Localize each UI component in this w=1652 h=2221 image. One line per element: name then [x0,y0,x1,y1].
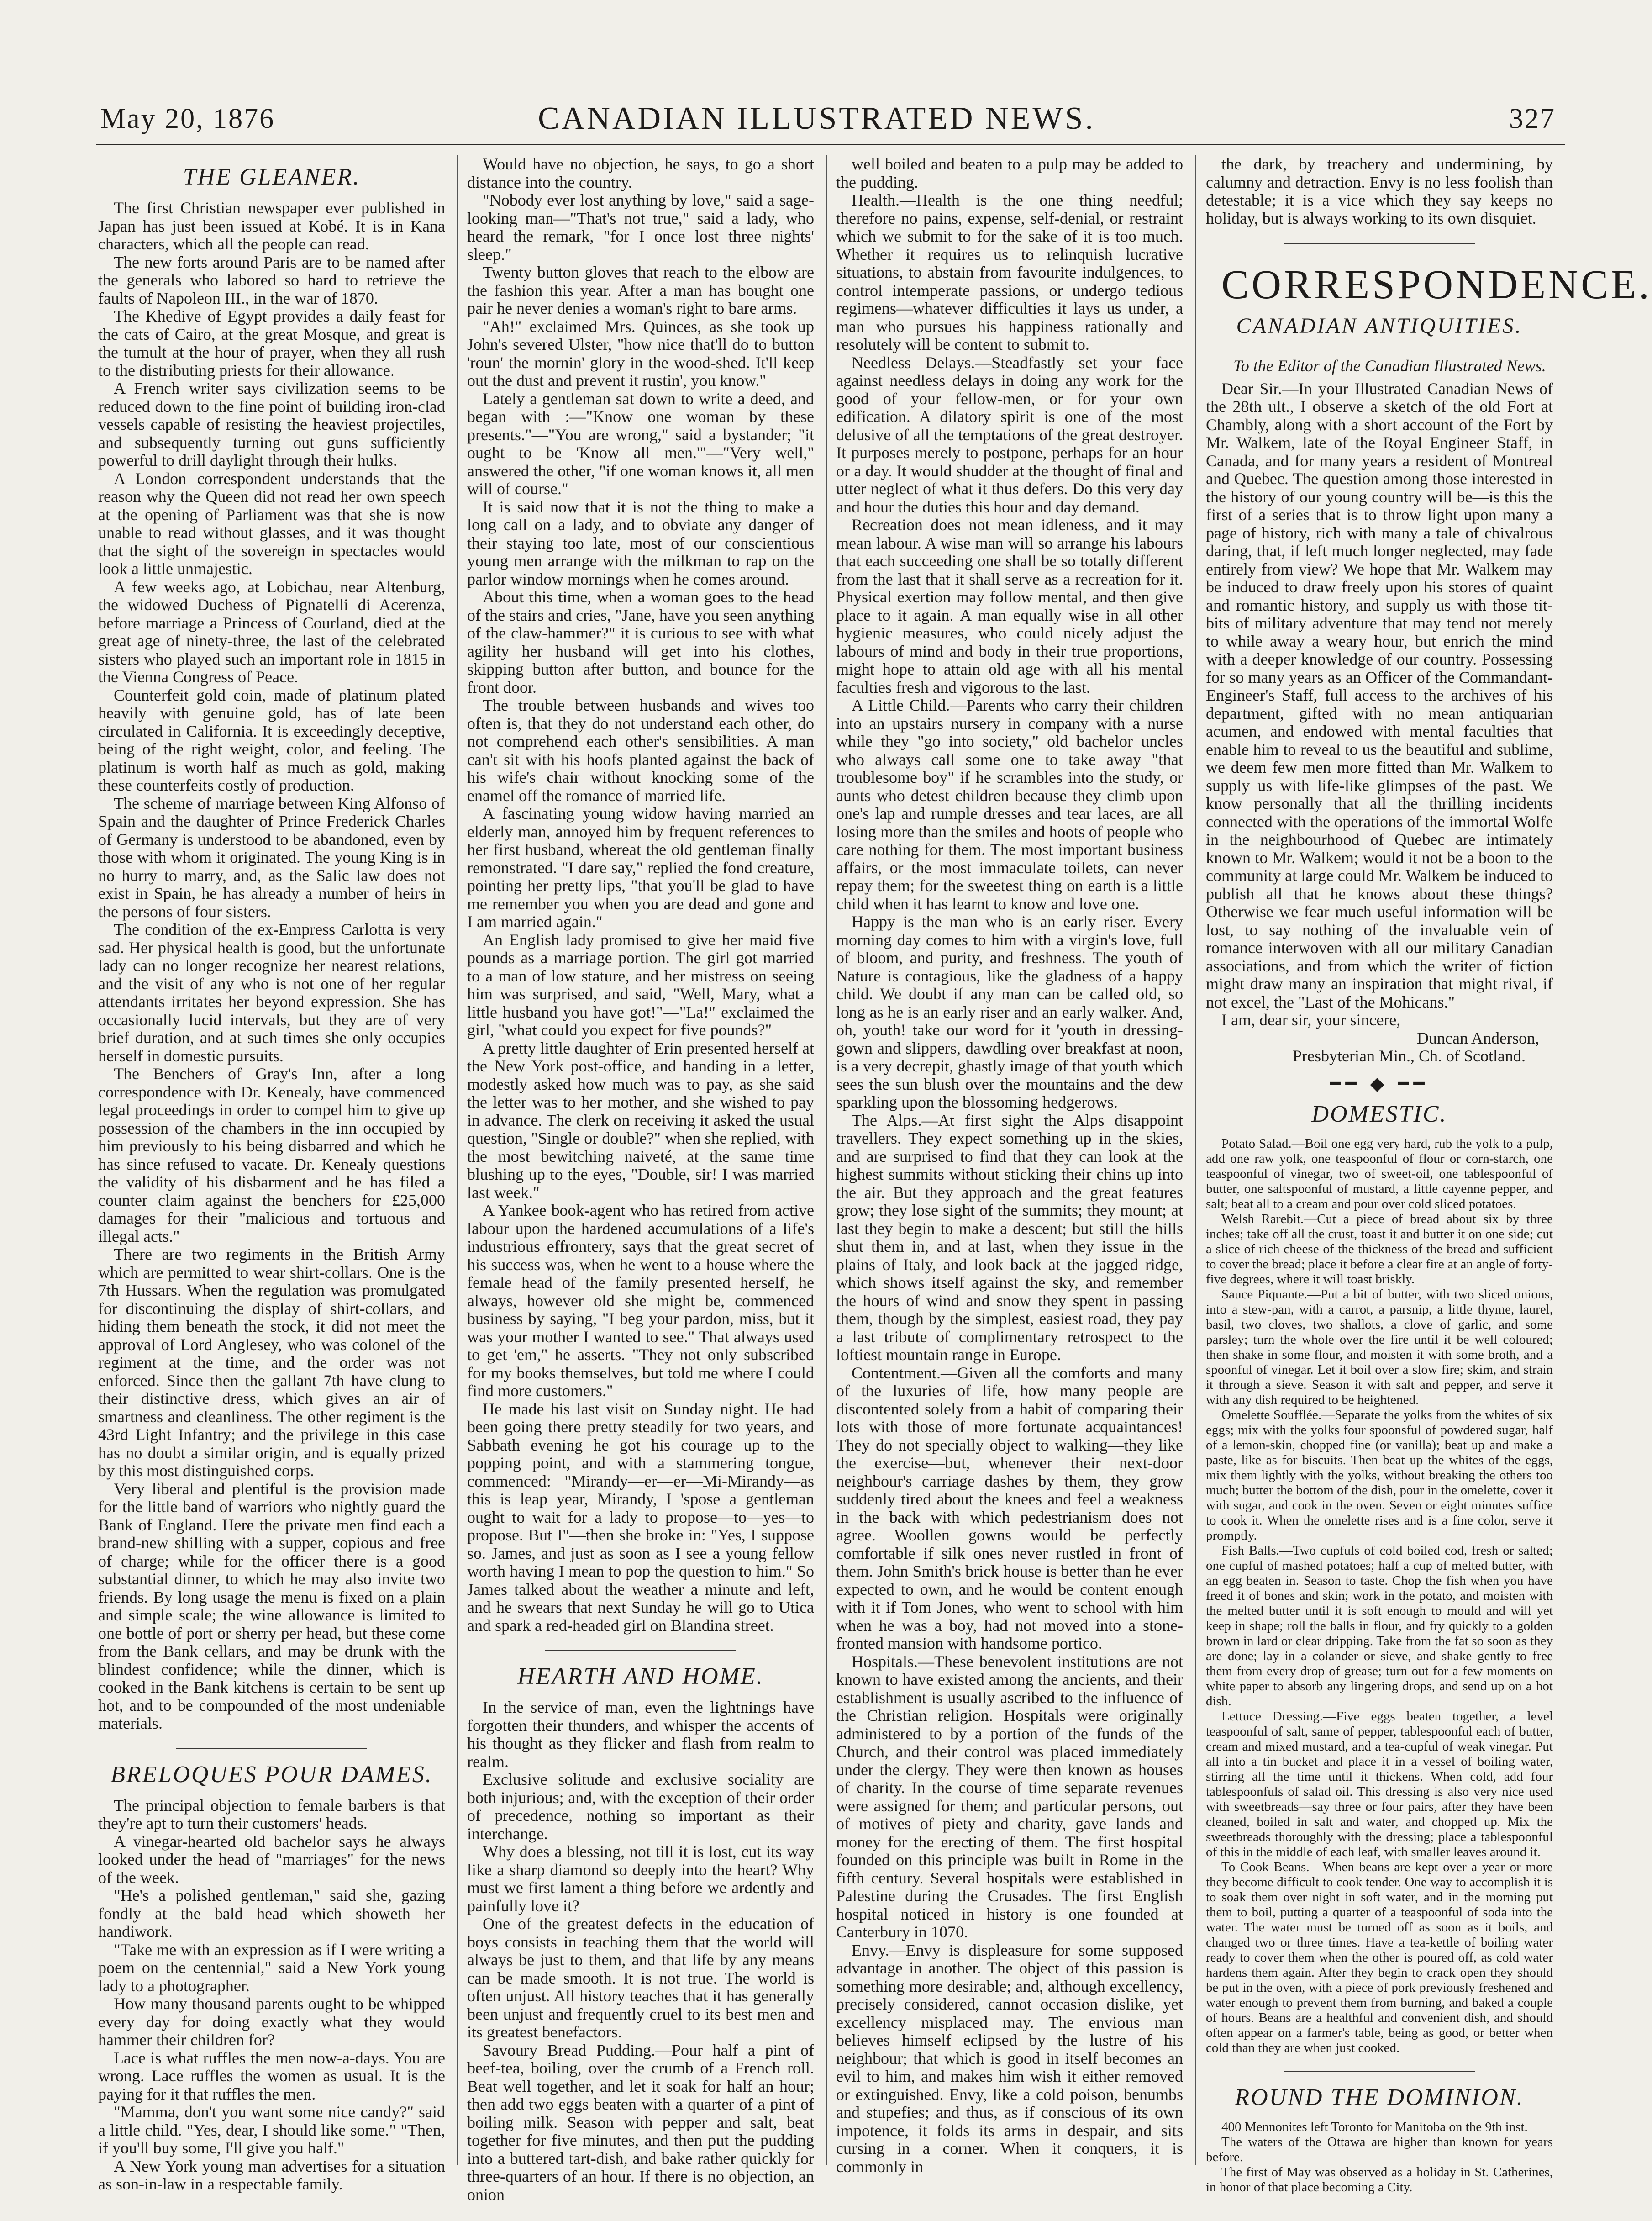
anecdote-paragraphs [467,155,814,1635]
paragraph: It is said now that it is not the thing to make a long call on a lady, and to obviate any danger of their staying too late, most of our conscientious young men arrange with the milkman to rap on the parlor window mornings when he comes around. [467,497,814,588]
paragraph: Counterfeit gold coin, made of platinum plated heavily with genuine gold, has of late been circulated in California. It is exceedingly deceptive, being of the right weight, color, and feeling. The platinum is worth half as much as gold, making these counterfeits costly of production. [98,686,445,794]
paragraph: The scheme of marriage between King Alfonso of Spain and the daughter of Prince Frederick Charles of Germany is understood to be abandoned, even by those with whom it originated. The young King is in no hurry to marry, and, as the Salic law does not exist in Spain, he has already a number of heirs in the persons of four sisters. [98,794,445,921]
section-rule [1284,243,1475,244]
column-divider [826,155,827,2165]
paragraph: The waters of the Ottawa are higher than known for years before. [1206,2135,1553,2164]
paragraph: "Ah!" exclaimed Mrs. Quinces, as she took up John's severed Ulster, "how nice that'll do to button 'roun' the mornin' glory in the wood-shed. It'll keep out the dust and prevent it rustin', you know." [467,317,814,390]
column-divider [1195,155,1196,2165]
letter-signature: Duncan Anderson, [1417,1029,1539,1047]
section-rule [545,1650,736,1651]
paragraph: Hospitals.—These benevolent institutions are not known to have existed among the ancients, and their establishment is usually ascribed to the influence of the Christian religion. Hospitals were originally administered to by a portion of the funds of the Church, and their control was placed immediately under the clergy. They were then known as houses of charity. In the course of time separate revenues were assigned for them; and particular persons, out of motives of piety and charity, gave lands and money for the erecting of them. The first hospital founded on this principle was built in Rome in the fifth century. Several hospitals were established in Palestine during the Crusades. The first English hospital noticed in history is one founded at Canterbury in 1070. [836,1652,1183,1941]
paragraph: Happy is the man who is an early riser. Every morning day comes to him with a virgin's love, full of bloom, and purity, and freshness. The youth of Nature is contagious, like the gladness of a happy child. We doubt if any man can be called old, so long as he is an early riser and an early walker. And, oh, youth! take our word for it 'youth in dressing-gown and slippers, dawdling over breakfast at noon, is a very decrepit, ghastly image of that youth which sees the sun blush over the mountains and the dew sparkling upon the blossoming hedgerows. [836,913,1183,1111]
paragraph: A French writer says civilization seems to be reduced down to the fine point of building iron-clad vessels capable of resisting the heaviest projectiles, and subsequently turning out guns sufficiently powerful to drill daylight through their hulks. [98,379,445,470]
paragraph: A Yankee book-agent who has retired from active labour upon the hardened accumulations of a life's industrious effrontery, says that the great secret of his success was, when he went to a house where the female head of the family presented herself, he always, however old she might be, commenced business by saying, "I beg your pardon, miss, but it was your mother I wanted to see." That always used to get 'em," he asserts. "They not only subscribed for my books themselves, but told me where I could find more customers." [467,1201,814,1400]
paragraph: About this time, when a woman goes to the head of the stairs and cries, "Jane, have you seen anything of the claw-hammer?" it is curious to see with what agility her husband will get into his clothes, skipping button after button, and bounce for the front door. [467,588,814,696]
paragraph: A pretty little daughter of Erin presented herself at the New York post-office, and handing in a letter, modestly asked how much was to pay, as she said the letter was to her mother, and she wished to pay in advance. The clerk on receiving it asked the usual question, "Single or double?" when she replied, with the most bewitching naiveté, at the same time blushing up to the eyes, "Double, sir! I was married last week." [467,1039,814,1202]
page-number: 327 [1509,103,1556,134]
paragraph: How many thousand parents ought to be whipped every day for doing exactly what they would hammer their children for? [98,1994,445,2049]
paragraph: The condition of the ex-Empress Carlotta is very sad. Her physical health is good, but the unfortunate lady can no longer recognize her nearest relations, and the visit of any who is not one of her regular attendants irritates her beyond expression. She has occasionally lucid intervals, but they are of very brief duration, and at such times she only occupies herself in domestic pursuits. [98,920,445,1065]
paragraph: A vinegar-hearted old bachelor says he always looked under the head of "marriages" for the news of the week. [98,1832,445,1887]
paragraph: He made his last visit on Sunday night. He had been going there pretty steadily for two years, and Sabbath evening he got his courage up to the popping point, and with a stammering tongue, commenced: "Mirandy—er—er—Mi-Mirandy—as this is leap year, Mirandy, I 'spose a gentleman ought to wait for a lady to propose—to—yes—to propose. But I"—then she broke in: "Yes, I suppose so. James, and just as soon as I see a young fellow worth having I mean to pop the question to him." So James talked about the weather a minute and left, and he swears that next Sunday he will go to Utica and spark a red-headed girl on Blandina street. [467,1399,814,1635]
section-heading-dominion: ROUND THE DOMINION. [1235,2084,1524,2110]
hearth-paragraphs [467,1699,814,2204]
section-heading-hearth: HEARTH AND HOME. [517,1663,764,1689]
paragraph: The trouble between husbands and wives too often is, that they do not understand each other, do not comprehend each other's sensibilities. A man can't sit with his hoofs planted against the back of his wife's chair without knocking some of the enamel off the romance of married life. [467,696,814,805]
column-4 [1206,155,1652,2195]
paragraph: "He's a polished gentleman," said she, gazing fondly at the bald head which showeth her handiwork. [98,1886,445,1941]
section-rule [176,1748,367,1749]
breloques-paragraphs [98,1797,445,2194]
letter-address: To the Editor of the Canadian Illustrated News. [1233,357,1546,375]
paragraph: Recreation does not mean idleness, and it may mean labour. A wise man will so arrange his labours that each succeeding one shall be so totally different from the last that it shall serve as a recreation for it. Physical exertion may follow mental, and then give place to it again. A man equally wise in all other hygienic measures, who could nicely adjust the labours of mind and body in their true proportions, might hope to attain old age with all his mental faculties fresh and vigorous to the last. [836,516,1183,696]
header-rule [96,144,1565,148]
paragraph: Sauce Piquante.—Put a bit of butter, with two sliced onions, into a stew-pan, with a carrot, a parsnip, a little thyme, laurel, basil, two cloves, two shallots, a clove of garlic, and some parsley; turn the whole over the fire until it be well coloured; then shake in some flour, and moisten it with some broth, and a spoonful of vinegar. Let it boil over a slow fire; skim, and strain it through a sieve. Season it with salt and pepper, and serve it with any dish required to be heightened. [1206,1287,1553,1407]
ornament-divider: ━━ ◆ ━━ [1330,1073,1429,1094]
paragraph: A Little Child.—Parents who carry their children into an upstairs nursery in company with a nurse while they "go into society," old bachelor uncles who always call some one to take away "that troublesome boy" if he scrambles into the study, or aunts who detest children because they climb upon one's lap and rumple dresses and tear laces, are all losing more than the smiles and hoots of people who care nothing for them. The most important business affairs, or the most immaculate toilets, can never repay them; for the sweetest thing on earth is a little child when it has learnt to know and love one. [836,696,1183,913]
essay-paragraphs [836,155,1183,2176]
page-header [68,98,1565,148]
paragraph: Exclusive solitude and exclusive sociality are both injurious; and, with the exception of their order of precedence, nothing so important as their interchange. [467,1770,814,1843]
section-heading-gleaner: THE GLEANER. [183,164,361,190]
paragraph: To Cook Beans.—When beans are kept over a year or more they become difficult to cook tender. One way to accomplish it is to soak them over night in soft water, and in the morning put them to boil, putting a quarter of a teaspoonful of soda into the water. The water must be turned off as soon as it boils, and changed two or three times. Have a tea-kettle of boiling water ready to cover them when the other is poured off, as cold water hardens them again. After they begin to crack open they should be put in the oven, with a piece of pork previously freshened and water enough to prevent them from burning, and baked a couple of hours. Beans are a healthful and convenient dish, and should often appear on a farmer's table, being as good, or better when cold than they are when just cooked. [1206,1860,1553,2055]
article-columns [98,155,1652,2204]
paragraph: the dark, by treachery and undermining, by calumny and detraction. Envy is no less foolish than detestable; it is a vice which they say keeps no holiday, but is always working to its own disquiet. [1206,155,1553,227]
paragraph: Omelette Soufflée.—Separate the yolks from the whites of six eggs; mix with the yolks four spoonsful of powdered sugar, half of a lemon-skin, chopped fine (or vanilla); beat up and make a paste, like as for biscuits. Then beat up the whites of the eggs, mix them lightly with the yolks, without breaking the others too much; butter the bottom of the dish, pour in the omelette, cover it with sugar, and cook in the oven. Seven or eight minutes suffice to cook it. When the omelette rises and is a fine color, serve it promptly. [1206,1408,1553,1543]
paragraph: Envy.—Envy is displeasure for some supposed advantage in another. The object of this passion is something more desirable; and, although excellency, precisely considered, cannot occasion dislike, yet excellency misplaced may. The envious man believes himself eclipsed by the lustre of his neighbour; that which is good in itself becomes an evil to him, and makes him wish it either removed or extinguished. Envy, like a cold poison, benumbs and stupefies; and thus, as if conscious of its own impotence, it folds its arms in despair, and sits cursing in a corner. When it conquers, it is commonly in [836,1941,1183,2176]
column-divider [457,155,458,2165]
paragraph: There are two regiments in the British Army which are permitted to wear shirt-collars. One is the 7th Hussars. When the regulation was promulgated for discontinuing the display of shirt-collars, and hiding them beneath the stock, it did not meet the approval of Lord Anglesey, who was colonel of the regiment at the time, and the order was not enforced. Since then the gallant 7th have clung to their distinctive dress, which gives an air of smartness and cleanliness. The other regiment is the 43rd Light Infantry; and the privilege in this case has no doubt a similar origin, and is equally prized by this most distinguished corps. [98,1245,445,1480]
paragraph: The new forts around Paris are to be named after the generals who labored so hard to retrieve the faults of Napoleon III., in the war of 1870. [98,253,445,307]
letter-body: Dear Sir.—In your Illustrated Canadian News of the 28th ult., I observe a sketch of the old Fort at Chambly, along with a short account of the Fort by Mr. Walkem, late of the Royal Engineer Staff, in Canada, and for many years a resident of Montreal and Quebec. The question among those interested in the history of our young country will be—is this the first of a series that is to throw light upon many a page of history, rich with many a tale of chivalrous daring, that, if left much longer neglected, may fade entirely from view? We hope that Mr. Walkem may be induced to draw freely upon his stores of quaint and romantic history, and supply us with those tit-bits of military adventure that may tend not merely to while away a weary hour, but enrich the mind with a deeper knowledge of our country. Possessing for so many years as an Officer of the Commandant-Engineer's Staff, full access to the archives of his department, gifted with no mean antiquarian acumen, and endowed with mental faculties that enable him to reveal to us the beautiful and sublime, we deem few men more fitted than Mr. Walkem to supply us with life-like glimpses of the past. We know personally that all the thrilling incidents connected with the operations of the immortal Wolfe in the neighbourhood of Quebec are intimately known to Mr. Walkem; would it not be a boon to the community at large could Mr. Walkem be induced to publish all that he knows about these things? Otherwise we fear much useful information will be lost, to say nothing of the invaluable vein of romance interwoven with all our military Canadian associations, and from which the writer of fiction might draw many an inspiration that might rival, if not excel, the "Last of the Mohicans." [1206,379,1553,1011]
paragraph: In the service of man, even the lightnings have forgotten their thunders, and whisper the accents of his thought as they flicker and flash from realm to realm. [467,1698,814,1771]
paragraph: Lettuce Dressing.—Five eggs beaten together, a level teaspoonful of salt, same of pepper, tablespoonful each of butter, cream and mixed mustard, and a tea-cupful of weak vinegar. Put all into a tin bucket and place it in a vessel of boiling water, stirring all the time until it thickens. When cold, add four tablespoonfuls of salad oil. This dressing is also very nice used with sweetbreads—say three or four pairs, after they have been cleaned, boiled in salt and water, and chopped up. Mix the sweetbreads thoroughly with the dressing; place a tablespoonful of this in the middle of each leaf, with smaller leaves around it. [1206,1709,1553,1859]
column-2 [467,155,814,2204]
paragraph: Health.—Health is the one thing needful; therefore no pains, expense, self-denial, or restraint which we submit to for the sake of it is too much. Whether it requires us to relinquish lucrative situations, to abstain from favourite indulgences, to control intemperate passions, or undergo tedious regimens—whatever difficulties it lays us under, a man who pursues his happiness rationally and resolutely will be content to submit to. [836,191,1183,353]
paragraph: An English lady promised to give her maid five pounds as a marriage portion. The girl got married to a man of low stature, and her mistress on seeing him was surprised, and said, "Well, Mary, what a little husband you have got!"—"La!" exclaimed the girl, "what could you expect for five pounds?" [467,930,814,1039]
paragraph: A few weeks ago, at Lobichau, near Altenburg, the widowed Duchess of Pignatelli di Acerenza, before marriage a Princess of Courland, died at the great age of ninety-three, the last of the celebrated sisters who played such an important role in 1815 in the Vienna Congress of Peace. [98,577,445,686]
paragraph: Lately a gentleman sat down to write a deed, and began with :—"Know one woman by these presents."—"You are wrong," said a bystander; "it ought to be 'Know all men.'"—"Very well," answered the other, "if one woman knows it, all men will of course." [467,389,814,498]
paragraph: The Alps.—At first sight the Alps disappoint travellers. They expect something up in the skies, and are surprised to find that they can look at the highest summits without sticking their chins up into the air. But they approach and the great features grow; they lose sight of the summits; they mount; at last they begin to make a descent; but still the hills shut them in, and at last, when they issue in the plains of Italy, and look back at the jagged ridge, which shows itself against the sky, and remember the hours of wind and snow they spent in passing them, though by the simplest, easiest road, they pay a last tribute of complimentary retrospect to the loftiest mountain range in Europe. [836,1111,1183,1364]
paragraph: Lace is what ruffles the men now-a-days. You are wrong. Lace ruffles the women as usual. It is the paying for it that ruffles the men. [98,2048,445,2103]
paragraph: The Khedive of Egypt provides a daily feast for the cats of Cairo, at the great Mosque, and great is the tumult at the hour of prayer, when they all rush to the distributing priests for their allowance. [98,307,445,380]
paragraph: Contentment.—Given all the comforts and many of the luxuries of life, how many people are discontented solely from a habit of comparing their lots with those of more fortunate acquaintances! They do not specially object to walking—they like the exercise—but, whenever their next-door neighbour's carriage dashes by them, they grow suddenly tired about the knees and feel a weakness in the back with which pedestrianism does not agree. Woollen gowns would be perfectly comfortable if silk ones never rustled in front of them. John Smith's brick house is better than he ever expected to own, and he would be content enough with it if Tom Jones, who went to school with him when he was a boy, had not moved into a stone-fronted mansion with handsome portico. [836,1363,1183,1652]
correspondence-subheading: CANADIAN ANTIQUITIES. [1236,314,1523,338]
paragraph: Savoury Bread Pudding.—Pour half a pint of beef-tea, boiling, over the crumb of a French roll. Beat well together, and let it soak for half an hour; then add two eggs beaten with a quarter of a pint of boiling milk. Season with pepper and salt, beat together for five minutes, and then put the pudding into a buttered tart-dish, and bake rather quickly for three-quarters of an hour. If there is no objection, an onion [467,2041,814,2204]
gleaner-paragraphs [98,199,445,1733]
dominion-items [1206,2120,1553,2195]
paragraph: Fish Balls.—Two cupfuls of cold boiled cod, fresh or salted; one cupful of mashed potatoes; half a cup of melted butter, with an egg beaten in. Season to taste. Chop the fish when you have freed it of bones and skin; work in the potato, and moisten with the melted butter until it is soft enough to mould and will yet keep in shape; roll the balls in flour, and fry quickly to a golden brown in lard or clear dripping. Take from the fat so soon as they are done; lay in a colander or sieve, and shake gently to free them from every drop of grease; turn out for a few moments on white paper to absorb any lingering drops, and send up on a hot dish. [1206,1543,1553,1709]
section-rule [1284,2071,1475,2072]
paragraph: The Benchers of Gray's Inn, after a long correspondence with Dr. Kenealy, have commenced legal proceedings in order to compel him to give up possession of the chambers in the inn occupied by him previously to his being disbarred and which he has since refused to vacate. Dr. Kenealy questions the validity of his disbarment and he has filed a counter claim against the benchers for £25,000 damages for their "malicious and tortuous and illegal acts." [98,1065,445,1245]
paragraph: A fascinating young widow having married an elderly man, annoyed him by frequent references to her first husband, whereat the old gentleman finally remonstrated. "I dare say," replied the fond creature, pointing her pretty lips, "that you'll be glad to have me remember you when you are dead and gone and I am married again." [467,804,814,931]
paragraph: Would have no objection, he says, to go a short distance into the country. [467,155,814,191]
paragraph: well boiled and beaten to a pulp may be added to the pudding. [836,155,1183,191]
paragraph: 400 Mennonites left Toronto for Manitoba on the 9th inst. [1221,2120,1528,2134]
domestic-recipes [1206,1136,1553,2056]
paragraph: Twenty button gloves that reach to the elbow are the fashion this year. After a man has bought one pair he never denies a woman's right to bare arms. [467,263,814,317]
paragraph: Why does a blessing, not till it is lost, cut its way like a sharp diamond so deeply into the heart? Why must we first lament a thing before we ardently and painfully love it? [467,1842,814,1915]
letter-signer-title: Presbyterian Min., Ch. of Scotland. [1293,1047,1526,1065]
paragraph: Welsh Rarebit.—Cut a piece of bread about six by three inches; take off all the crust, toast it and butter it on one side; cut a slice of rich cheese of the thickness of the bread and sufficient to cover the bread; place it before a clear fire at an angle of forty-five degrees, where it will toast briskly. [1206,1212,1553,1287]
column-1 [98,155,445,2193]
paragraph: The principal objection to female barbers is that they're apt to turn their customers' heads. [98,1796,445,1832]
paragraph: "Nobody ever lost anything by love," said a sage-looking man—"That's not true," said a lady, who heard the remark, "for I once lost three nights' sleep." [467,191,814,264]
paragraph: A New York young man advertises for a situation as son-in-law in a respectable family. [98,2157,445,2193]
envy-continued [1206,155,1553,227]
paragraph: Needless Delays.—Steadfastly set your face against needless delays in doing any work for the good of your fellow-men, or for your own edification. A dilatory spirit is one of the most delusive of all the temptations of the great destroyer. It purposes merely to postpone, perhaps for an hour or a day. It would shudder at the thought of final and utter neglect of what it thus defers. Do this very day and hour the duties this hour and day demand. [836,353,1183,516]
paragraph: Very liberal and plentiful is the provision made for the little band of warriors who nightly guard the Bank of England. Here the private men find each a brand-new shilling with a supper, copious and free of charge; while for the officer there is a good substantial dinner, to which he may also invite two friends. By long usage the menu is fixed on a plain and simple scale; the wine allowance is limited to one bottle of port or sherry per head, but these come from the Bank cellars, and may be drunk with the blindest confidence; while the dinner, which is cooked in the Bank kitchens is certain to be sent up hot, and to be compounded of the most undeniable materials. [98,1479,445,1732]
section-heading-domestic: DOMESTIC. [1311,1101,1447,1127]
paragraph: A London correspondent understands that the reason why the Queen did not read her own speech at the opening of Parliament was that she is now unable to read without glasses, and it was thought that the sight of the sovereign in spectacles would look a little unmajestic. [98,469,445,578]
paragraph: One of the greatest defects in the education of boys consists in teaching them that the world will always be just to them, and that life by any means can be made smooth. It is not true. The world is often unjust. All history teaches that it has generally been unjust and frequently cruel to its best men and its greatest benefactors. [467,1915,814,2041]
letter-closing: I am, dear sir, your sincere, [1221,1011,1401,1029]
paragraph: The first Christian newspaper ever published in Japan has just been issued at Kobé. It is in Kana characters, which all the people can read. [98,199,445,253]
paragraph: The first of May was observed as a holiday in St. Catherines, in honor of that place becoming a City. [1206,2165,1553,2195]
paragraph: Potato Salad.—Boil one egg very hard, rub the yolk to a pulp, add one raw yolk, one teaspoonful of flour or corn-starch, one teaspoonful of vinegar, two of sweet-oil, one tablespoonful of butter, one saltspoonful of mustard, a little cayenne pepper, and salt; beat all to a cream and pour over cold sliced potatoes. [1206,1136,1553,1211]
paragraph: "Take me with an expression as if I were writing a poem on the centennial," said a New York young lady to a photographer. [98,1940,445,1995]
section-heading-breloques: BRELOQUES POUR DAMES. [110,1761,433,1788]
masthead-title: CANADIAN ILLUSTRATED NEWS. [538,101,1095,136]
section-heading-correspondence: CORRESPONDENCE. [1221,262,1652,307]
issue-date: May 20, 1876 [100,103,275,134]
paragraph: "Mamma, don't you want some nice candy?" said a little child. "Yes, dear, I should like some." "Then, if you'll buy some, I'll give you half." [98,2103,445,2157]
column-3 [836,155,1183,2176]
